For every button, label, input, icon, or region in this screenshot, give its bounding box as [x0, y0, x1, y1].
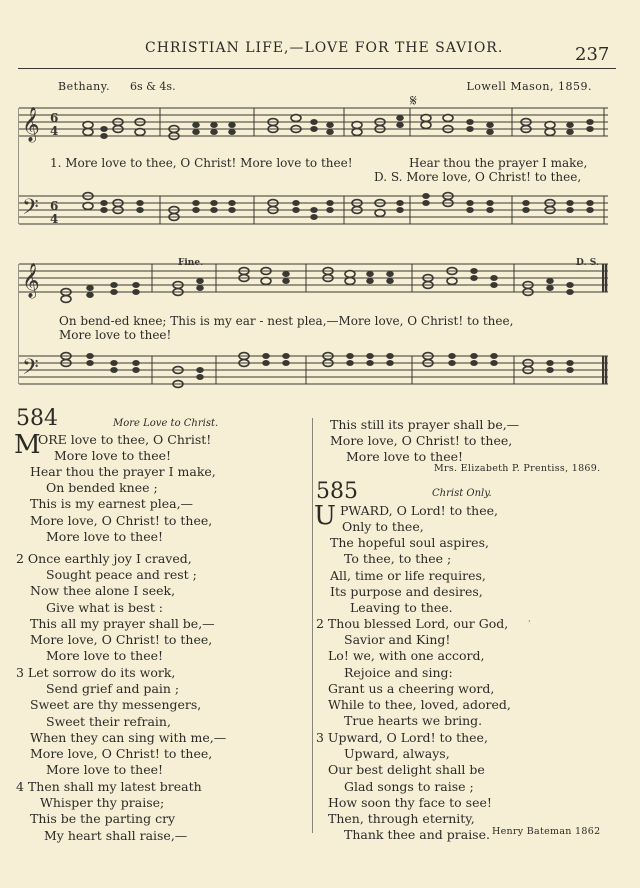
svg-text:Fine.: Fine.	[178, 258, 204, 268]
stanza-585-1-cont	[330, 519, 489, 616]
hymn-number: 584	[16, 406, 58, 431]
verse-line: Savior and King!	[344, 632, 451, 648]
stanza-1	[38, 432, 211, 464]
verse-line: This all my prayer shall be,—	[30, 615, 215, 631]
lyric-line-1b: Hear thou the prayer I make,	[409, 156, 588, 170]
verse-line: 2 Thou blessed Lord, our God,	[316, 616, 509, 631]
drop-cap: M	[14, 430, 41, 460]
hymn-number: 585	[316, 479, 358, 504]
svg-text:6: 6	[50, 199, 59, 213]
lyric-line-1: 1. More love to thee, O Christ! More love to thee!	[50, 156, 353, 170]
verse-line: This be the parting cry	[30, 811, 176, 827]
verse-line: To thee, to thee ;	[344, 551, 452, 567]
verse-line: Grant us a cheering word,	[328, 680, 495, 696]
svg-text:6: 6	[50, 111, 59, 125]
tune-name: Bethany.	[58, 80, 110, 93]
verse-line: More love to thee!	[46, 648, 164, 664]
verse-line: 3 Let sorrow do its work,	[16, 665, 176, 680]
stanza-4	[16, 779, 202, 844]
verse-line: When they can sing with me,—	[30, 729, 227, 745]
verse-line: 4 Then shall my latest breath	[16, 779, 202, 794]
column-divider	[312, 418, 313, 833]
verse-line: 2 Once earthly joy I craved,	[16, 551, 192, 566]
verse-line: All, time or life requires,	[330, 567, 486, 583]
verse-line: This is my earnest plea,—	[30, 496, 194, 512]
svg-text:𝄢: 𝄢	[22, 195, 39, 225]
verse-line: My heart shall raise,—	[44, 827, 188, 843]
verse-line: PWARD, O Lord! to thee,	[340, 503, 498, 518]
lyric-ds-line: D. S. More love, O Christ! to thee,	[374, 170, 582, 184]
verse-line: Its purpose and desires,	[330, 583, 483, 599]
verse-line: Leaving to thee.	[350, 600, 453, 616]
verse-line: Sought peace and rest ;	[46, 567, 197, 583]
verse-line: More love to thee!	[46, 762, 164, 778]
verse-line: More love, O Christ! to thee,	[30, 746, 213, 762]
drop-cap: U	[314, 501, 336, 531]
stanza-585-1	[340, 503, 498, 519]
hymn-title: Christ Only.	[432, 488, 492, 499]
svg-text:4: 4	[50, 212, 59, 226]
verse-line: More love, O Christ! to thee,	[30, 632, 213, 648]
verse-line: While to thee, loved, adored,	[328, 697, 511, 713]
stanza-2	[16, 551, 215, 664]
verse-line: Lo! we, with one accord,	[328, 648, 485, 664]
verse-line: Glad songs to raise ;	[344, 778, 474, 794]
composer: Lowell Mason, 1859.	[466, 80, 592, 93]
verse-line: How soon thy face to see!	[328, 794, 492, 810]
verse-line: Rejoice and sing:	[344, 664, 453, 680]
stanza-585-2	[316, 616, 511, 729]
verse-line: Send grief and pain ;	[46, 681, 180, 697]
ornament-dot: ·	[528, 617, 531, 626]
verse-line: Upward, always,	[344, 746, 450, 762]
verse-line: 3 Upward, O Lord! to thee,	[316, 730, 488, 745]
stanza-585-3	[316, 730, 492, 843]
svg-text:𝄋: 𝄋	[410, 94, 417, 110]
lyric-line-2: On bend-ed knee; This is my ear - nest plea,—More love, O Christ! to thee,	[59, 314, 514, 328]
verse-line: This still its prayer shall be,—	[330, 417, 520, 432]
verse-line: True hearts we bring.	[344, 713, 483, 729]
verse-line: More love, O Christ! to thee,	[30, 512, 213, 528]
page-header	[0, 40, 640, 64]
page-number: 237	[575, 44, 610, 65]
author-credit: Mrs. Elizabeth P. Prentiss, 1869.	[434, 463, 601, 474]
verse-line: Hear thou the prayer I make,	[30, 464, 216, 479]
verse-line: Now thee alone I seek,	[30, 583, 176, 599]
verse-line: Thank thee and praise.	[344, 827, 490, 843]
verse-line: The hopeful soul aspires,	[330, 535, 489, 551]
stanza-1-cont	[30, 464, 216, 545]
music-system-1	[18, 94, 608, 244]
verse-line: Only to thee,	[342, 519, 424, 534]
stanza-3	[16, 665, 226, 778]
hymn-title: More Love to Christ.	[113, 418, 219, 429]
header-rule	[18, 68, 616, 69]
stanza-4-cont	[330, 417, 519, 466]
svg-text:𝄞: 𝄞	[22, 263, 40, 298]
tune-meter: 6s & 4s.	[130, 80, 176, 93]
verse-line: Whisper thy praise;	[40, 795, 165, 811]
verse-line: On bended knee ;	[46, 480, 158, 496]
verse-line: Our best delight shall be	[328, 762, 485, 778]
verse-line: Give what is best :	[46, 599, 164, 615]
lyric-line-2b: More love to thee!	[59, 328, 172, 342]
verse-line: More love to thee!	[46, 528, 164, 544]
verse-line: Sweet their refrain,	[46, 713, 171, 729]
verse-line: Then, through eternity,	[328, 811, 475, 827]
music-system-2	[18, 252, 608, 392]
verse-line: More love, O Christ! to thee,	[330, 433, 513, 449]
verse-line: ORE love to thee, O Christ!	[38, 432, 212, 447]
verse-line: Sweet are thy messengers,	[30, 697, 202, 713]
verse-line: More love to thee!	[346, 449, 464, 465]
svg-text:𝄢: 𝄢	[22, 355, 39, 385]
svg-text:4: 4	[50, 124, 59, 138]
running-head: CHRISTIAN LIFE,—LOVE FOR THE SAVIOR.	[145, 40, 504, 56]
verse-line: More love to thee!	[54, 448, 172, 464]
svg-text:D. S.: D. S.	[576, 258, 600, 268]
svg-text:𝄞: 𝄞	[22, 107, 40, 142]
author-credit: Henry Bateman 1862	[492, 826, 601, 837]
